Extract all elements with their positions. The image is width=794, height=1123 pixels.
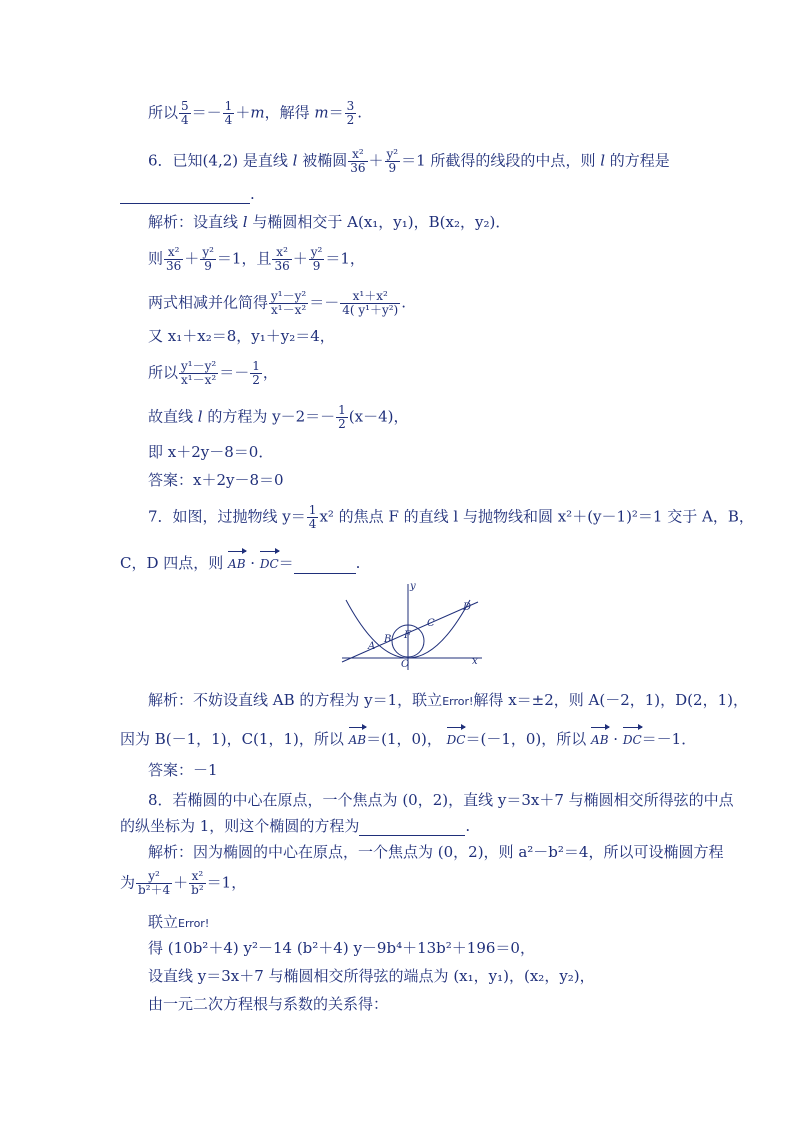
- answer-6: 答案：x＋2y－8＝0: [148, 471, 284, 489]
- solution-8-line-3: 联立Error!: [148, 913, 210, 931]
- solution-8-line-1: 解析：因为椭圆的中心在原点，一个焦点为 (0，2)，则 a²－b²＝4，所以可设椭圆方程: [148, 843, 724, 861]
- label-o: O: [401, 659, 410, 670]
- problem-7-line-1: 7．如图，过抛物线 y＝ $\frac{1}{4}$ x² 的焦点 F 的直线 l 与抛物线和圆 x²＋(y－1)²＝1 交于 A，B，: [148, 503, 754, 531]
- line-1: 所以 $\frac{5}{4}$ ＝－ $\frac{1}{4}$ ＋m，解得 m＝ $\frac{3}{2}$ .: [148, 99, 363, 127]
- solution-7-line-1: 解析：不妨设直线 AB 的方程为 y＝1，联立Error!解得 x＝±2，则 A(－2，1)，D(2，1)，: [148, 691, 748, 709]
- solution-8-line-6: 由一元二次方程根与系数的关系得：: [148, 995, 389, 1013]
- label-y: y: [410, 581, 416, 592]
- solution-6-line-6: 故直线 l 的方程为 y－2＝－ $\frac{1}{2}$ (x－4)，: [148, 403, 409, 431]
- solution-7-line-2: 因为 B(－1，1)，C(1，1)，所以 AB＝(1，0)， DC＝(－1，0)，所以 AB · DC＝－1．: [120, 724, 696, 750]
- problem-8-line-1: 8．若椭圆的中心在原点，一个焦点为 (0，2)，直线 y＝3x＋7 与椭圆相交所得弦的中点: [148, 791, 734, 809]
- label-f: F: [404, 630, 411, 641]
- solution-8-line-4: 得 (10b²＋4) y²－14 (b²＋4) y－9b⁴＋13b²＋196＝0，: [148, 939, 535, 957]
- solution-6-line-7: 即 x＋2y－8＝0．: [148, 443, 274, 461]
- solution-6-line-5: 所以 $\frac{\text{y¹－y²}}{\text{x¹－x²}}$ ＝－ $\frac{1}{2}$ ，: [148, 359, 278, 387]
- solution-8-line-5: 设直线 y＝3x＋7 与椭圆相交所得弦的端点为 (x₁，y₁)，(x₂，y₂)，: [148, 967, 595, 985]
- problem-7-line-2: C，D 四点，则 AB · DC＝ .: [120, 548, 360, 574]
- solution-6-line-2: 则 $\frac{\text{x²}}{36}$ ＋ $\frac{\text{y²}}{9}$ ＝1，且 $\frac{\text{x²}}{36}$ ＋ $\frac{\text{y²}}{9}$ ＝1，: [148, 245, 365, 273]
- answer-7: 答案：－1: [148, 761, 218, 779]
- solution-6-line-4: 又 x₁＋x₂＝8，y₁＋y₂＝4，: [148, 327, 335, 345]
- solution-8-line-2: 为 $\frac{\text{y²}}{\text{b²＋4}}$ ＋ $\frac{\text{x²}}{\text{b²}}$ ＝1，: [120, 869, 247, 897]
- label-b: B: [384, 634, 392, 645]
- problem-8-line-2: 的纵坐标为 1，则这个椭圆的方程为 .: [120, 817, 471, 835]
- label-x: x: [472, 656, 478, 667]
- parabola-circle-figure: [338, 578, 488, 674]
- label-c: C: [427, 618, 435, 629]
- solution-6-line-3: 两式相减并化简得 $\frac{\text{y¹－y²}}{\text{x¹－x²}}$ ＝－ $\frac{\text{x¹＋x²}}{\text{4( y¹＋y²)}}$ .: [148, 289, 406, 317]
- label-a: A: [368, 641, 376, 652]
- label-d: D: [463, 602, 472, 613]
- solution-6-line-1: 解析：设直线 l 与椭圆相交于 A(x₁，y₁)，B(x₂，y₂)．: [148, 213, 511, 231]
- problem-6-line-1: 6．已知(4,2) 是直线 l 被椭圆 $\frac{\text{x²}}{36}$ ＋ $\frac{\text{y²}}{9}$ ＝1 所截得的线段的中点，则 l 的方程是: [148, 147, 670, 175]
- problem-6-answer-blank: .: [120, 184, 255, 204]
